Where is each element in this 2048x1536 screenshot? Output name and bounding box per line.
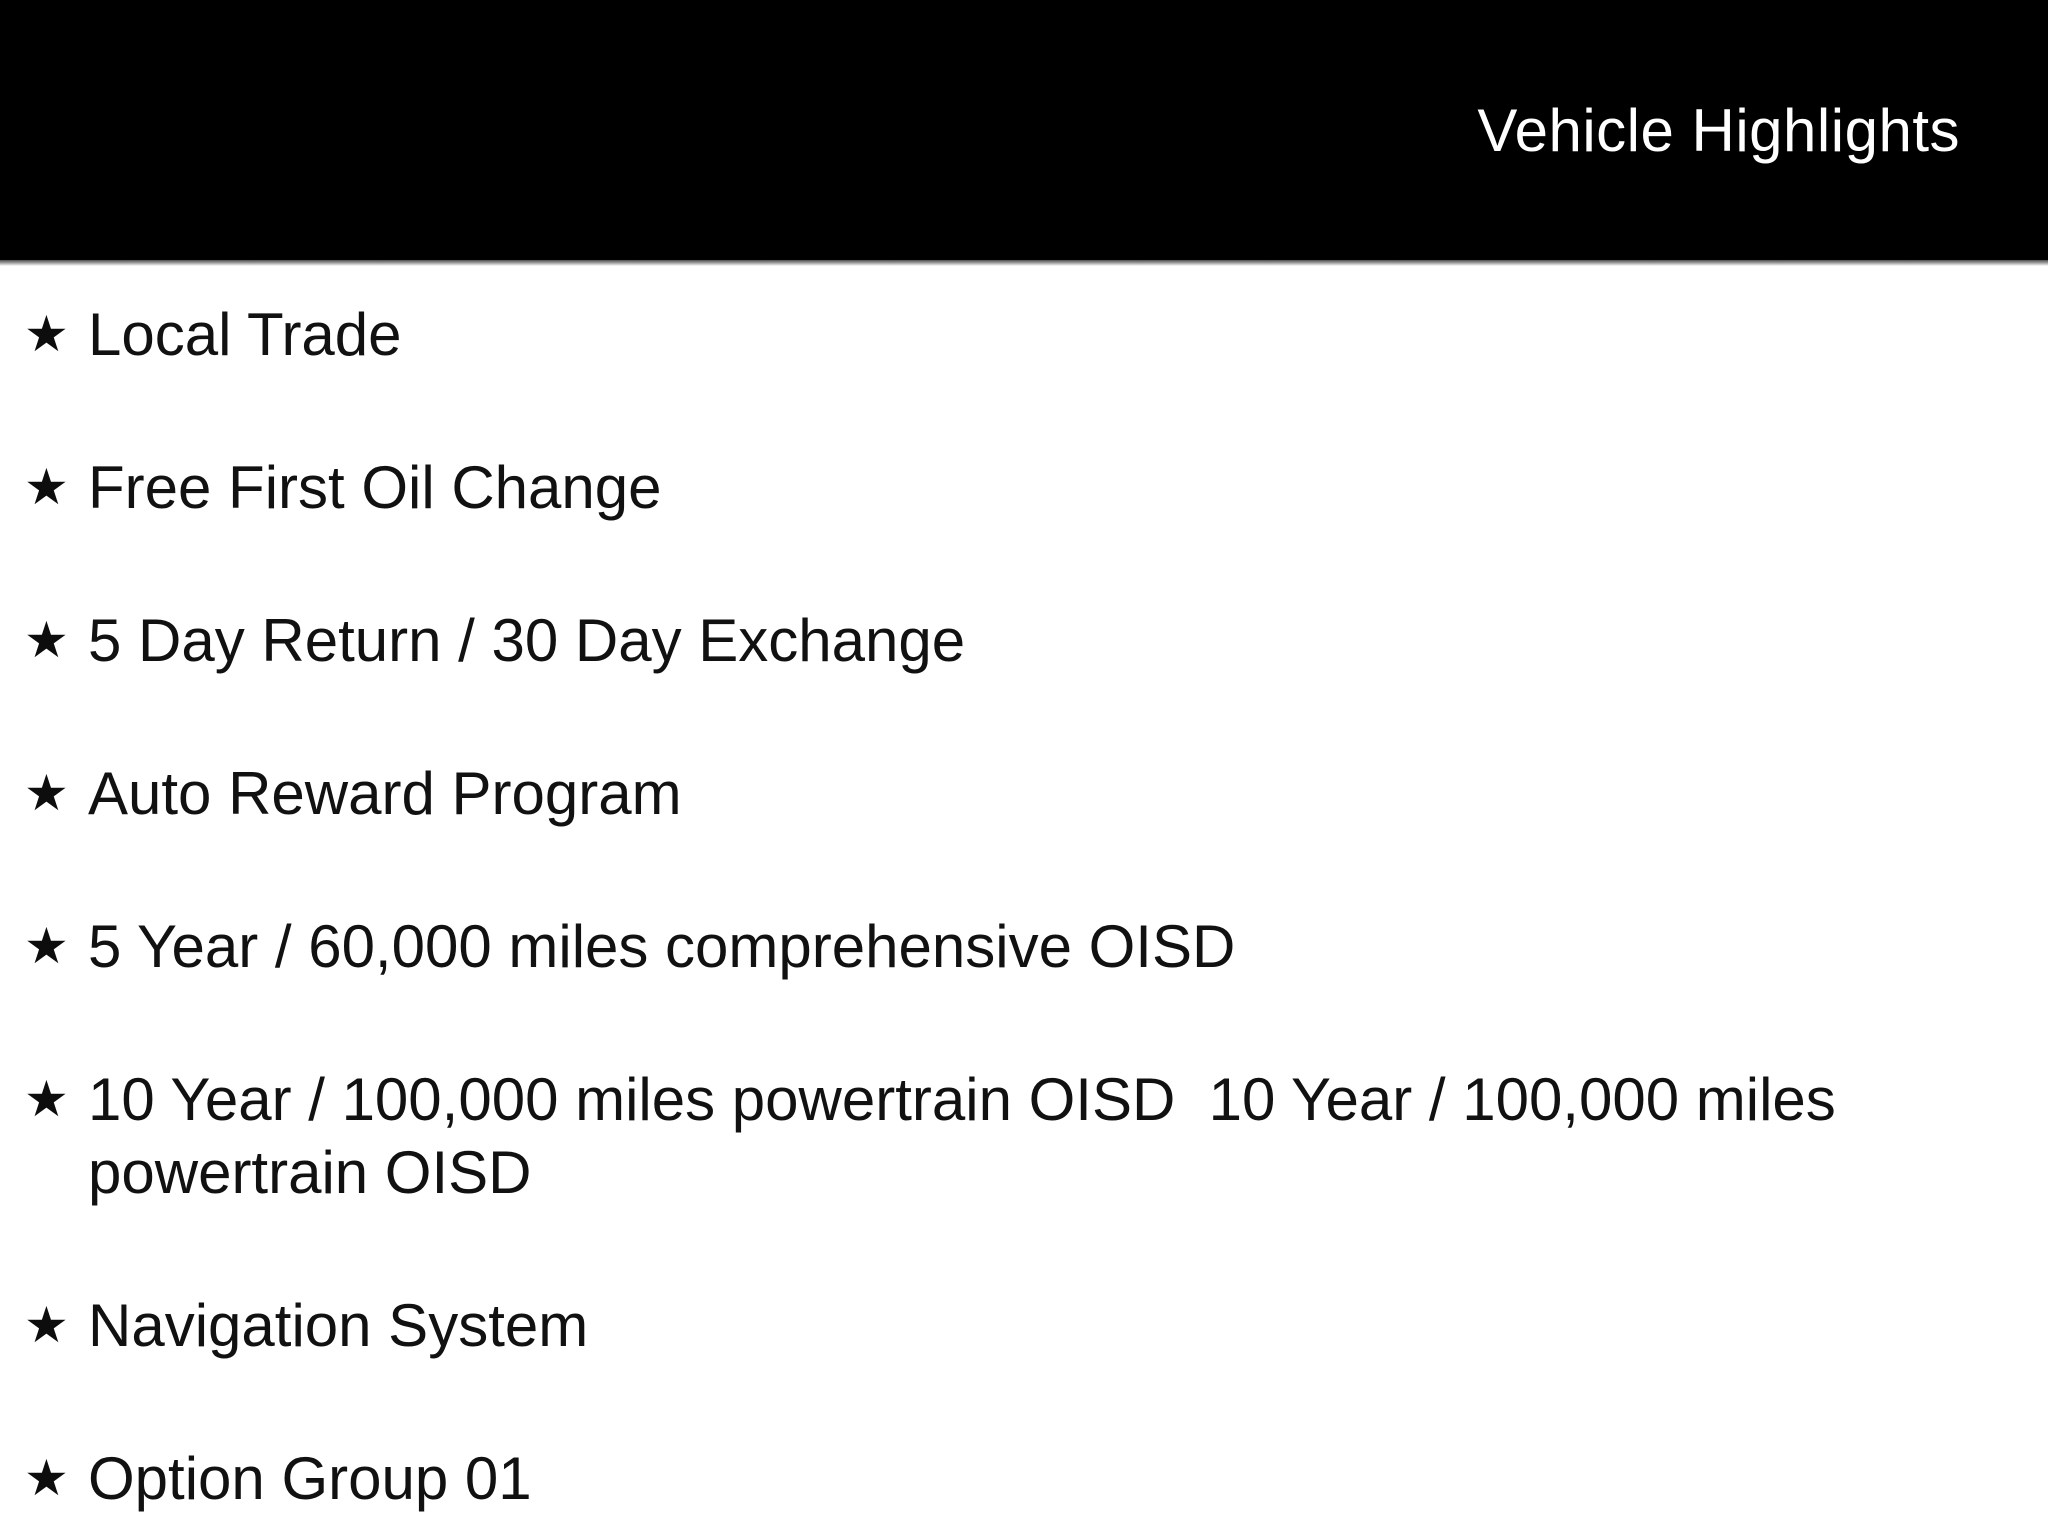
star-icon: ★	[24, 459, 69, 515]
highlight-item-label: Option Group 01	[88, 1445, 532, 1512]
highlight-item-label: 5 Day Return / 30 Day Exchange	[88, 607, 966, 674]
highlight-item-label: 10 Year / 100,000 miles powertrain OISD 10 Year / 100,000 miles powertrain OISD	[88, 1066, 1853, 1206]
star-icon: ★	[24, 306, 69, 362]
star-icon: ★	[24, 1297, 69, 1353]
highlight-item-label: 5 Year / 60,000 miles comprehensive OISD	[88, 913, 1236, 980]
highlight-item-free-first-oil-change	[0, 451, 2048, 524]
highlight-item-label: Auto Reward Program	[88, 760, 682, 827]
highlight-item-label: Navigation System	[88, 1292, 589, 1359]
page-title: Vehicle Highlights	[1477, 96, 1960, 164]
highlight-item-return-exchange	[0, 604, 2048, 677]
star-icon: ★	[24, 918, 69, 974]
highlight-item-navigation-system	[0, 1289, 2048, 1362]
star-icon: ★	[24, 1071, 69, 1127]
highlight-item-comprehensive-oisd	[0, 910, 2048, 983]
star-icon: ★	[24, 612, 69, 668]
vehicle-highlights-list	[0, 298, 2048, 1515]
highlight-item-label: Local Trade	[88, 301, 402, 368]
highlight-item-powertrain-oisd	[0, 1063, 2048, 1209]
star-icon: ★	[24, 1450, 69, 1506]
star-icon: ★	[24, 765, 69, 821]
highlight-item-option-group	[0, 1442, 2048, 1515]
header-bar	[0, 0, 2048, 260]
highlight-item-auto-reward-program	[0, 757, 2048, 830]
highlight-item-label: Free First Oil Change	[88, 454, 662, 521]
highlight-item-local-trade	[0, 298, 2048, 371]
header-divider	[0, 260, 2048, 266]
